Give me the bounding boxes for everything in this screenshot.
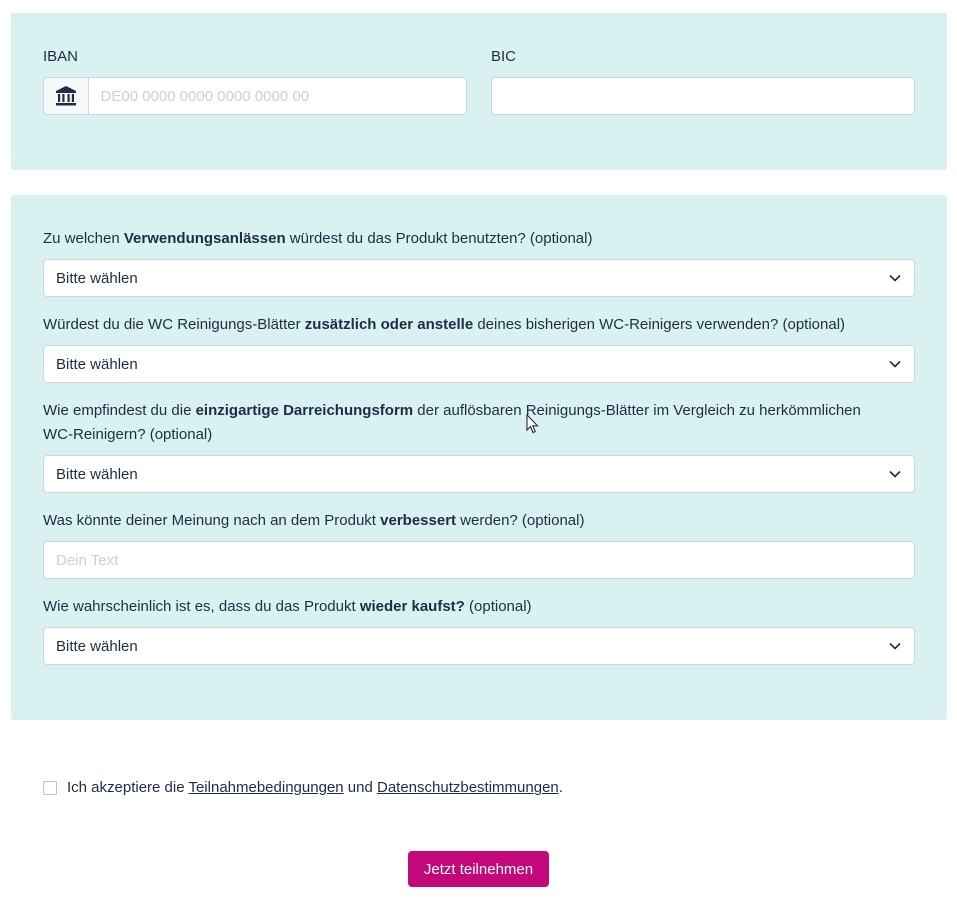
question-emphasis: verbessert xyxy=(380,512,457,529)
repurchase-select[interactable] xyxy=(43,627,915,665)
question-repurchase xyxy=(43,595,532,619)
question-emphasis: wieder kaufst? xyxy=(359,598,465,615)
consent-checkbox[interactable] xyxy=(43,781,57,795)
mouse-cursor-icon xyxy=(526,414,540,439)
iban-input[interactable] xyxy=(89,78,466,114)
submit-button[interactable]: Jetzt teilnehmen xyxy=(408,851,549,887)
select-value: Bitte wählen xyxy=(56,269,138,287)
question-emphasis: Verwendungsanlässen xyxy=(123,230,286,247)
question-dosage-form xyxy=(43,399,915,447)
question-improvements xyxy=(43,509,584,533)
chevron-down-icon xyxy=(888,357,902,371)
question-text: Würdest du die WC Reinigungs-Blätter xyxy=(43,316,305,333)
bic-input[interactable] xyxy=(492,78,914,114)
bank-icon xyxy=(44,78,89,114)
chevron-down-icon xyxy=(888,639,902,653)
bic-field[interactable] xyxy=(491,77,915,115)
iban-label: IBAN xyxy=(43,48,79,65)
question-text: Wie empfindest du die xyxy=(43,402,196,419)
question-emphasis: einzigartige Darreichungsform xyxy=(195,402,414,419)
question-emphasis: zusätzlich oder anstelle xyxy=(304,316,474,333)
usage-occasions-select[interactable] xyxy=(43,259,915,297)
question-text: deines bisherigen WC-Reinigers verwenden? (optional) xyxy=(473,316,846,333)
question-text: Was könnte deiner Meinung nach an dem Produkt xyxy=(43,512,381,529)
terms-link[interactable]: Teilnahmebedingungen xyxy=(188,779,344,796)
select-value: Bitte wählen xyxy=(56,355,138,373)
select-value: Bitte wählen xyxy=(56,465,138,483)
question-text: Zu welchen xyxy=(43,230,124,247)
question-text: Wie wahrscheinlich ist es, dass du das Produkt xyxy=(43,598,360,615)
privacy-link[interactable]: Datenschutzbestimmungen xyxy=(376,779,559,796)
chevron-down-icon xyxy=(888,467,902,481)
improvements-input[interactable] xyxy=(44,542,914,578)
question-usage-occasions xyxy=(43,227,592,251)
question-additional-or-instead xyxy=(43,313,845,337)
consent-text xyxy=(67,779,563,796)
select-value: Bitte wählen xyxy=(56,637,138,655)
improvements-field[interactable] xyxy=(43,541,915,579)
consent-text-part: . xyxy=(558,779,563,796)
bic-label: BIC xyxy=(491,48,517,65)
iban-field[interactable] xyxy=(43,77,467,115)
question-text: (optional) xyxy=(464,598,532,615)
dosage-form-select[interactable] xyxy=(43,455,915,493)
question-text: werden? (optional) xyxy=(456,512,585,529)
consent-row xyxy=(43,779,563,796)
consent-text-part: und xyxy=(343,779,377,796)
question-text: der auflösbaren Reinigungs-Blätter im Vergleich zu herkömmlichen xyxy=(413,402,861,419)
question-text: WC-Reinigern? (optional) xyxy=(43,426,213,443)
chevron-down-icon xyxy=(888,271,902,285)
additional-or-instead-select[interactable] xyxy=(43,345,915,383)
question-text: würdest du das Produkt benutzten? (optional) xyxy=(285,230,593,247)
consent-text-part: Ich akzeptiere die xyxy=(67,779,189,796)
